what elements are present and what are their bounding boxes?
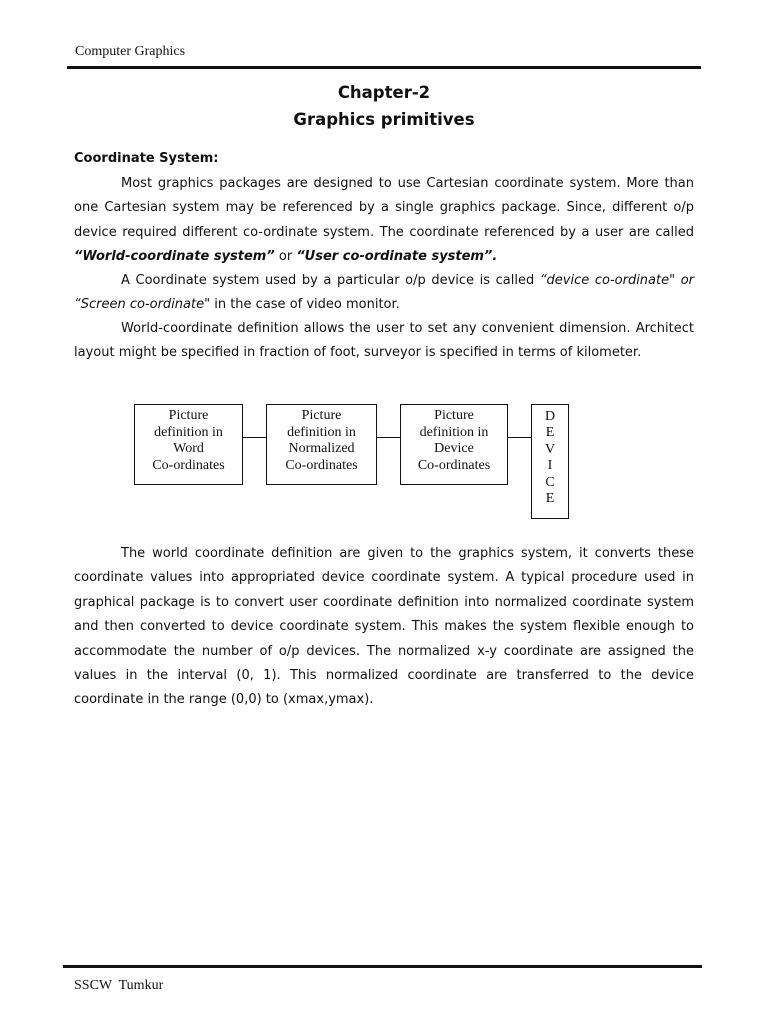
paragraph-2 <box>74 269 694 318</box>
device-letter: E <box>545 491 555 507</box>
box-line: definition in <box>287 424 356 440</box>
chapter-title: Chapter-2 <box>337 83 431 102</box>
device-letter: E <box>545 425 555 441</box>
world-coordinates-box <box>134 404 243 485</box>
paragraph-1-text-b: or <box>274 249 297 265</box>
paragraph-3: World-coordinate definition allows the user to set any convenient dimension. Architect layout might be specified in fraction of foot, surveyor is specified in terms of kilometer. <box>74 321 694 361</box>
device-coordinates-box <box>400 404 508 485</box>
device-coordinate-term: “device co-ordinate" or “Screen co-ordinate <box>74 273 694 313</box>
box-line: Word <box>173 441 204 456</box>
page-header: Computer Graphics <box>75 44 186 59</box>
footer-rule <box>63 965 702 968</box>
box-line: Picture <box>434 408 474 423</box>
device-letter: C <box>545 474 555 490</box>
device-letter: D <box>544 409 556 424</box>
connector-line <box>243 437 266 438</box>
paragraph-2-text-b: " in the case of video monitor. <box>204 297 400 313</box>
paragraph-1 <box>74 172 694 270</box>
header-rule <box>67 66 701 69</box>
paragraph-4: The world coordinate definition are given to the graphics system, it converts these coordinate values into appropriated device coordinate system. A typical procedure used in graphical package is to convert user coordinate definition into normalized coordinate system and then converted to device coordinate system. This makes the system flexible enough to accommodate the number of o/p devices. The normalized x-y coordinate are assigned the values in the interval (0, 1). This normalized coordinate are transferred to the device coordinate in the range (0,0) to (xmax,ymax). <box>74 546 694 708</box>
box-line: Co-ordinates <box>152 457 225 473</box>
section-heading: Coordinate System: <box>74 151 219 166</box>
box-line: definition in <box>154 424 223 440</box>
user-coordinate-term: “User co-ordinate system”. <box>296 249 498 265</box>
box-line: Device <box>434 441 474 456</box>
box-line: Normalized <box>288 441 355 456</box>
chapter-subtitle: Graphics primitives <box>293 110 475 129</box>
world-coordinate-term: “World-coordinate system” <box>74 249 275 265</box>
box-line: Picture <box>301 408 342 423</box>
connector-line <box>508 437 531 438</box>
box-line: Co-ordinates <box>417 457 491 473</box>
device-box <box>531 404 569 519</box>
paragraph-2-text-a: A Coordinate system used by a particular o/p device is called <box>121 273 540 288</box>
page-footer: SSCW Tumkur <box>74 978 164 993</box>
normalized-coordinates-box <box>266 404 377 485</box>
device-letter: I <box>547 458 553 474</box>
box-line: Co-ordinates <box>285 457 358 473</box>
device-letter: V <box>544 441 556 457</box>
connector-line <box>377 437 400 438</box>
paragraph-1-text-a: Most graphics packages are designed to use Cartesian coordinate system. More than one Cartesian system may be referenced by a single graphics package. Since, different o/p device required different co-ordinate system. The coordinate referenced by a user are called <box>74 176 694 240</box>
box-line: Picture <box>168 408 209 423</box>
box-line: definition in <box>419 424 489 440</box>
